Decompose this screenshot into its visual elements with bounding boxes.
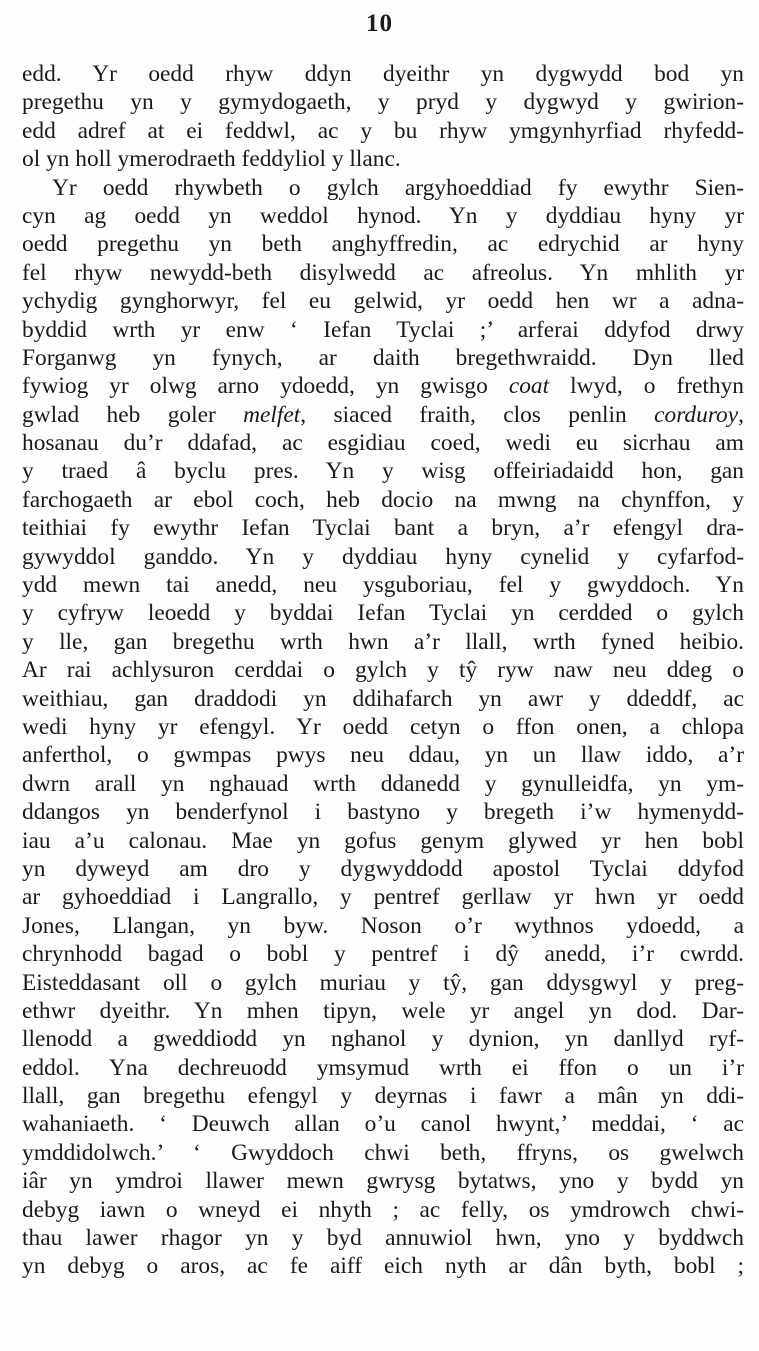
text-line: iau a’u calonau. Mae yn gofus genym glywed yr hen bobl <box>22 827 744 854</box>
text-line: gywyddol ganddo. Yn y dyddiau hyny cynelid y cyfarfod- <box>22 543 744 570</box>
italic-word: coat <box>508 373 550 400</box>
text-line: weithiau, gan draddodi yn ddihafarch yn awr y ddeddf, ac <box>22 685 744 712</box>
text-line: fel rhyw newydd-beth disylwedd ac afreolus. Yn mhlith yr <box>22 259 744 286</box>
text-line: wedi hyny yr efengyl. Yr oedd cetyn o ffon onen, a chlopa <box>22 713 744 740</box>
text-line: Ar rai achlysuron cerddai o gylch y tŷ ryw naw neu ddeg o <box>22 657 744 684</box>
text-line: anferthol, o gwmpas pwys neu ddau, yn un llaw iddo, a’r <box>22 742 744 769</box>
text-line: teithiai fy ewythr Iefan Tyclai bant a bryn, a’r efengyl dra- <box>22 515 744 542</box>
text-line: iâr yn ymdroi llawer mewn gwrysg bytatws, yno y bydd yn <box>22 1168 744 1195</box>
text-line: ol yn holl ymerodraeth feddyliol y llanc. <box>22 146 401 173</box>
page-number: 10 <box>366 10 393 37</box>
text-line: farchogaeth ar ebol coch, heb docio na mwng na chynffon, y <box>22 486 744 513</box>
text-line: oedd pregethu yn beth anghyffredin, ac edrychid ar hyny <box>22 231 744 258</box>
italic-word: corduroy <box>654 401 739 428</box>
text-line: ddangos yn benderfynol i bastyno y bregeth i’w hymenydd- <box>22 799 744 826</box>
text-line: y traed â byclu pres. Yn y wisg offeiriadaidd hon, gan <box>22 458 744 485</box>
text-line: Forganwg yn fynych, ar daith bregethwraidd. Dyn lled <box>22 344 744 371</box>
text-line: hosanau du’r ddafad, ac esgidiau coed, wedi eu sicrhau am <box>22 430 744 457</box>
text-line: y lle, gan bregethu wrth hwn a’r llall, wrth fyned heibio. <box>22 628 744 655</box>
text-line: yn debyg o aros, ac fe aiff eich nyth ar dân byth, bobl ; <box>22 1253 744 1280</box>
text-line: eddol. Yna dechreuodd ymsymud wrth ei ffon o un i’r <box>22 1054 744 1081</box>
text-line: wahaniaeth. ‘ Deuwch allan o’u canol hwynt,’ meddai, ‘ ac <box>22 1111 744 1138</box>
text-line: edd adref at ei feddwl, ac y bu rhyw ymgynhyrfiad rhyfedd- <box>22 117 744 144</box>
text-line: debyg iawn o wneyd ei nhyth ; ac felly, os ymdrowch chwi- <box>22 1196 744 1223</box>
text-line: dwrn arall yn nghauad wrth ddanedd y gynulleidfa, yn ym- <box>22 770 744 797</box>
text-line: llenodd a gweddiodd yn nghanol y dynion, yn danllyd ryf- <box>22 1026 744 1053</box>
paragraph-start-line: Yr oedd rhywbeth o gylch argyhoeddiad fy ewythr Sien- <box>52 174 744 201</box>
text-line-with-italic: gwlad heb goler melfet, siaced fraith, clos penlin corduroy, <box>22 401 744 428</box>
text-line: Jones, Llangan, yn byw. Noson o’r wythnos ydoedd, a <box>22 912 744 939</box>
text-line: ethwr dyeithr. Yn mhen tipyn, wele yr angel yn dod. Dar- <box>22 997 744 1024</box>
text-line: byddid wrth yr enw ‘ Iefan Tyclai ;’ arferai ddyfod drwy <box>22 316 744 343</box>
body-text <box>22 60 744 1281</box>
text-line: ymddidolwch.’ ‘ Gwyddoch chwi beth, ffryns, os gwelwch <box>22 1139 744 1166</box>
text-line: llall, gan bregethu efengyl y deyrnas i fawr a mân yn ddi- <box>22 1083 744 1110</box>
text-line: cyn ag oedd yn weddol hynod. Yn y dyddiau hyny yr <box>22 202 744 229</box>
text-line: yn dyweyd am dro y dygwyddodd apostol Tyclai ddyfod <box>22 855 744 882</box>
italic-word: melfet <box>243 401 301 428</box>
text-line: chrynhodd bagad o bobl y pentref i dŷ anedd, i’r cwrdd. <box>22 941 744 968</box>
text-line: pregethu yn y gymydogaeth, y pryd y dygwyd y gwirion- <box>22 89 744 116</box>
text-line: edd. Yr oedd rhyw ddyn dyeithr yn dygwydd bod yn <box>22 61 744 87</box>
text-line: ar gyhoeddiad i Langrallo, y pentref gerllaw yr hwn yr oedd <box>22 884 744 911</box>
text-line: ydd mewn tai anedd, neu ysguboriau, fel y gwyddoch. Yn <box>22 572 744 599</box>
text-line: Eisteddasant oll o gylch muriau y tŷ, gan ddysgwyl y preg- <box>22 969 744 996</box>
text-line: y cyfryw leoedd y byddai Iefan Tyclai yn cerdded o gylch <box>22 600 744 627</box>
text-line: thau lawer rhagor yn y byd annuwiol hwn, yno y byddwch <box>22 1225 744 1252</box>
text-line: ychydig gynghorwyr, fel eu gelwid, yr oedd hen wr a adna- <box>22 288 744 315</box>
text-line-with-italic: fywiog yr olwg arno ydoedd, yn gwisgo coat lwyd, o frethyn <box>22 373 744 400</box>
